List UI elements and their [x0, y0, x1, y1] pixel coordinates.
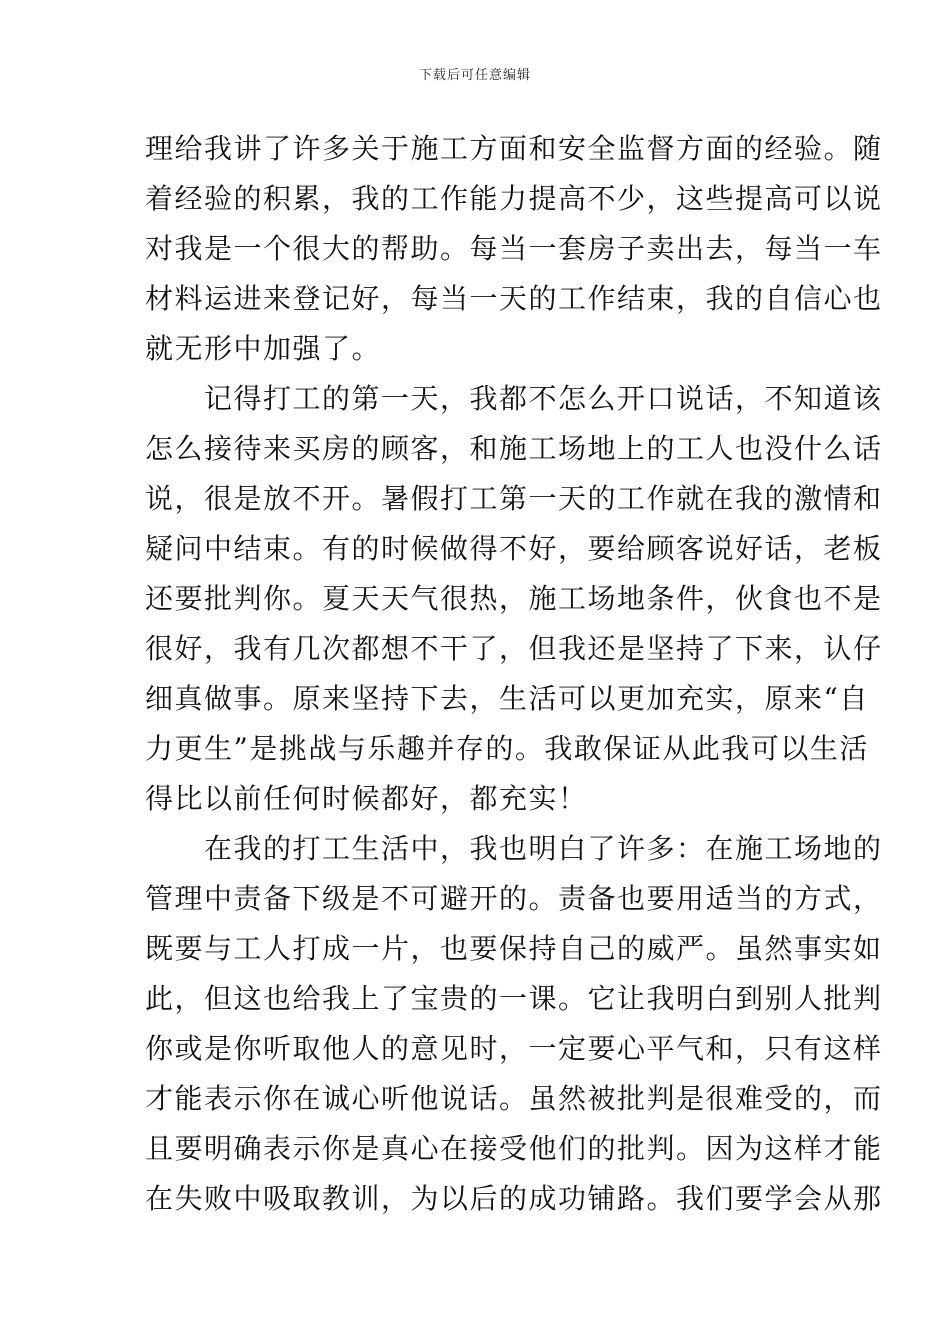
text-line: 得比以前任何时候都好，都充实！ [145, 782, 588, 815]
text-line: 材料运进来登记好，每当一天的工作结束，我的自信心也 [145, 282, 883, 315]
text-line: 说，很是放不开。暑假打工第一天的工作就在我的激情和 [145, 482, 883, 515]
page-header: 下载后可任意编辑 [418, 68, 531, 83]
text-line: 还要批判你。夏天天气很热，施工场地条件，伙食也不是 [145, 582, 883, 615]
text-line: 对我是一个很大的帮助。每当一套房子卖出去，每当一车 [145, 232, 883, 265]
text-line: 才能表示你在诚心听他说话。虽然被批判是很难受的，而 [145, 1082, 883, 1115]
document-body [145, 124, 883, 1224]
text-line: 且要明确表示你是真心在接受他们的批判。因为这样才能 [145, 1132, 883, 1165]
text-line: 着经验的积累，我的工作能力提高不少，这些提高可以说 [145, 182, 883, 215]
text-line: 怎么接待来买房的顾客，和施工场地上的工人也没什么话 [145, 432, 883, 465]
text-line: 管理中责备下级是不可避开的。责备也要用适当的方式， [145, 882, 883, 915]
text-line: 在失败中吸取教训，为以后的成功铺路。我们要学会从那 [145, 1182, 883, 1215]
text-line: 很好，我有几次都想不干了，但我还是坚持了下来，认仔 [145, 632, 883, 665]
text-line: 力更生”是挑战与乐趣并存的。我敢保证从此我可以生活 [145, 732, 869, 765]
text-line: 你或是你听取他人的意见时，一定要心平气和，只有这样 [145, 1032, 883, 1065]
text-line: 既要与工人打成一片，也要保持自己的威严。虽然事实如 [145, 932, 883, 965]
text-line: 理给我讲了许多关于施工方面和安全监督方面的经验。随 [145, 132, 883, 165]
text-line: 疑问中结束。有的时候做得不好，要给顾客说好话，老板 [145, 532, 883, 565]
text-line: 在我的打工生活中，我也明白了许多：在施工场地的 [145, 832, 883, 865]
text-line: 此，但这也给我上了宝贵的一课。它让我明白到别人批判 [145, 982, 883, 1015]
text-line: 记得打工的第一天，我都不怎么开口说话，不知道该 [145, 382, 883, 415]
text-line: 就无形中加强了。 [145, 332, 382, 365]
text-line: 细真做事。原来坚持下去，生活可以更加充实，原来“自 [145, 682, 869, 715]
